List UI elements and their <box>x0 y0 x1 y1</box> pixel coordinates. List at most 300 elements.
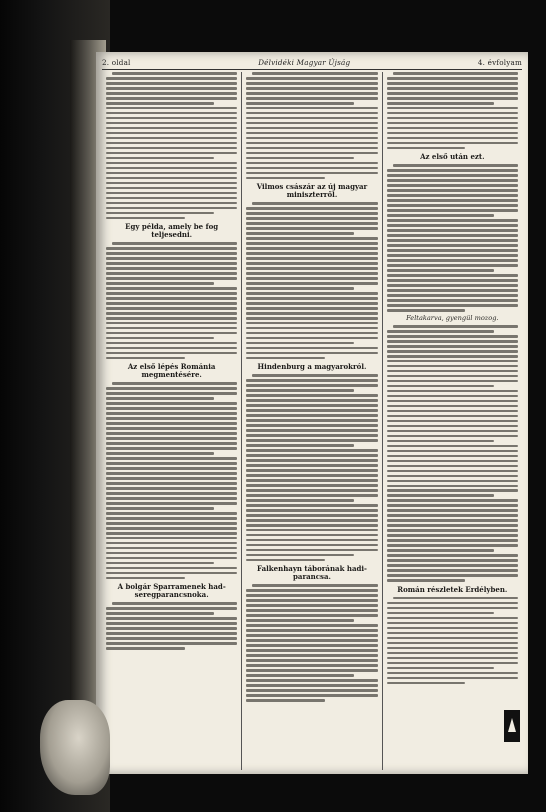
text-line <box>106 622 237 625</box>
paragraph <box>106 72 237 219</box>
text-line <box>387 470 518 473</box>
text-line <box>246 177 325 180</box>
text-line <box>246 539 377 542</box>
text-line <box>106 272 237 275</box>
text-line <box>387 239 518 242</box>
text-line <box>387 219 518 222</box>
text-line <box>246 464 377 467</box>
text-line <box>387 509 518 512</box>
text-line <box>387 147 466 150</box>
column-3 <box>383 72 522 770</box>
text-line <box>246 252 377 255</box>
text-line <box>387 430 518 433</box>
text-line <box>106 492 237 495</box>
text-line <box>106 97 237 100</box>
text-line <box>387 504 518 507</box>
text-line <box>246 669 377 672</box>
article-heading: Román részletek Erdélyben. <box>397 584 508 594</box>
text-line <box>106 537 237 540</box>
text-line <box>387 274 518 277</box>
text-line <box>246 534 377 537</box>
text-line <box>387 309 466 312</box>
text-line <box>387 554 518 557</box>
volume-label: 4. évfolyam <box>477 57 522 67</box>
text-line <box>106 282 214 285</box>
text-line <box>106 472 237 475</box>
text-line <box>106 392 237 395</box>
text-line <box>246 514 377 517</box>
text-line <box>387 137 518 140</box>
text-line <box>106 522 237 525</box>
text-line <box>387 82 518 85</box>
text-line <box>106 177 237 180</box>
text-line <box>106 167 237 170</box>
paragraph <box>106 602 237 649</box>
text-line <box>246 454 377 457</box>
text-line <box>106 612 214 615</box>
text-line <box>106 482 237 485</box>
text-line <box>246 549 377 552</box>
text-line <box>387 87 518 90</box>
text-line <box>387 360 518 363</box>
text-line <box>246 117 377 120</box>
text-line <box>246 147 377 150</box>
text-line <box>106 442 237 445</box>
text-line <box>246 504 377 507</box>
text-line <box>246 107 377 110</box>
text-line <box>387 559 518 562</box>
text-line <box>246 122 377 125</box>
text-line <box>246 684 377 687</box>
text-line <box>387 425 518 428</box>
text-line <box>106 322 237 325</box>
text-line <box>387 127 518 130</box>
text-line <box>246 227 377 230</box>
text-line <box>246 529 377 532</box>
text-line <box>246 659 377 662</box>
text-line <box>246 332 377 335</box>
text-line <box>387 179 518 182</box>
text-line <box>106 262 237 265</box>
text-line <box>246 384 377 387</box>
text-line <box>246 619 354 622</box>
text-line <box>387 279 518 282</box>
text-line <box>246 327 377 330</box>
paragraph <box>387 325 518 582</box>
article-heading: Az első lépés Románia megmentésére. <box>127 362 216 380</box>
text-line <box>252 584 377 587</box>
text-line <box>106 607 237 610</box>
text-line <box>387 574 518 577</box>
text-line <box>387 375 518 378</box>
text-line <box>106 542 237 545</box>
text-line <box>246 87 377 90</box>
column-2 <box>242 72 382 770</box>
text-line <box>106 337 214 340</box>
text-line <box>106 307 237 310</box>
text-line <box>387 569 518 572</box>
text-line <box>246 389 354 392</box>
text-line <box>387 132 518 135</box>
paragraph <box>106 242 237 359</box>
text-line <box>246 439 377 442</box>
text-line <box>246 217 377 220</box>
text-line <box>246 699 325 702</box>
text-line <box>387 499 518 502</box>
text-line <box>106 267 237 270</box>
text-line <box>387 450 518 453</box>
text-line <box>387 97 518 100</box>
text-line <box>106 512 237 515</box>
text-line <box>106 112 237 115</box>
text-line <box>387 289 518 292</box>
text-line <box>106 502 237 505</box>
text-line <box>106 327 237 330</box>
text-line <box>387 365 518 368</box>
text-line <box>246 237 377 240</box>
text-line <box>246 644 377 647</box>
text-line <box>106 202 237 205</box>
text-line <box>106 477 237 480</box>
text-line <box>106 532 237 535</box>
text-line <box>246 342 354 345</box>
paragraph <box>106 382 237 579</box>
text-line <box>246 629 377 632</box>
text-line <box>246 634 377 637</box>
text-line <box>387 77 518 80</box>
text-line <box>246 689 377 692</box>
text-line <box>106 452 214 455</box>
text-line <box>246 242 377 245</box>
text-line <box>106 467 237 470</box>
text-line <box>246 302 377 305</box>
text-line <box>112 242 237 245</box>
text-line <box>106 187 237 190</box>
text-line <box>387 534 518 537</box>
text-line <box>387 485 518 488</box>
text-line <box>387 544 518 547</box>
text-line <box>106 397 214 400</box>
text-line <box>106 557 237 560</box>
text-line <box>246 337 377 340</box>
text-line <box>387 350 518 353</box>
text-line <box>246 379 377 382</box>
text-line <box>387 647 518 650</box>
text-line <box>106 152 237 155</box>
text-line <box>387 112 518 115</box>
text-line <box>106 277 237 280</box>
text-line <box>106 217 185 220</box>
text-line <box>387 335 518 338</box>
text-line <box>387 184 518 187</box>
text-line <box>246 287 354 290</box>
text-line <box>106 117 237 120</box>
text-line <box>387 627 518 630</box>
text-line <box>246 679 377 682</box>
text-line <box>387 294 518 297</box>
text-line <box>387 254 518 257</box>
text-line <box>387 514 518 517</box>
text-line <box>106 352 237 355</box>
text-line <box>387 494 495 497</box>
text-line <box>106 427 237 430</box>
text-line <box>387 415 518 418</box>
text-line <box>246 664 377 667</box>
text-line <box>246 554 354 557</box>
text-line <box>106 407 237 410</box>
text-line <box>246 317 377 320</box>
text-line <box>106 562 214 565</box>
text-line <box>387 395 518 398</box>
article-heading: Hindenburg a magyarokról. <box>257 362 367 372</box>
text-line <box>246 479 377 482</box>
text-line <box>246 449 377 452</box>
text-line <box>246 614 377 617</box>
article-heading: Feltakarva, gyengül mozog. <box>406 313 499 322</box>
text-line <box>387 652 518 655</box>
text-line <box>246 142 377 145</box>
text-line <box>246 307 377 310</box>
text-line <box>112 602 237 605</box>
text-line <box>246 509 377 512</box>
text-line <box>106 302 237 305</box>
text-line <box>246 419 377 422</box>
text-line <box>387 209 518 212</box>
text-line <box>112 72 237 75</box>
text-line <box>252 202 377 205</box>
page-corner-mark <box>504 710 520 742</box>
text-line <box>106 547 237 550</box>
scanner-thumb <box>40 700 110 795</box>
text-line <box>387 122 518 125</box>
text-line <box>387 564 518 567</box>
text-line <box>106 447 237 450</box>
text-line <box>246 267 377 270</box>
text-line <box>246 247 377 250</box>
text-line <box>387 249 518 252</box>
text-line <box>387 244 518 247</box>
text-line <box>387 672 518 675</box>
text-line <box>106 402 237 405</box>
text-line <box>106 212 214 215</box>
text-line <box>393 597 518 600</box>
text-line <box>387 385 495 388</box>
text-line <box>387 549 495 552</box>
text-line <box>106 647 185 650</box>
text-line <box>106 342 237 345</box>
text-line <box>246 102 354 105</box>
text-line <box>387 390 518 393</box>
text-line <box>106 257 237 260</box>
text-line <box>106 617 237 620</box>
text-line <box>387 199 518 202</box>
text-line <box>106 422 237 425</box>
text-line <box>246 292 377 295</box>
text-line <box>106 122 237 125</box>
text-line <box>387 602 518 605</box>
text-line <box>246 484 377 487</box>
text-line <box>246 499 354 502</box>
text-line <box>106 207 237 210</box>
text-line <box>246 137 377 140</box>
text-line <box>246 257 377 260</box>
text-line <box>106 297 237 300</box>
text-line <box>387 259 518 262</box>
text-line <box>246 594 377 597</box>
text-line <box>106 172 237 175</box>
page-header <box>102 56 522 68</box>
text-line <box>106 332 237 335</box>
text-line <box>106 637 237 640</box>
article-heading: A bolgár Sparramenek had-seregparancsnoka. <box>117 582 226 600</box>
text-line <box>246 609 377 612</box>
text-line <box>387 435 518 438</box>
text-line <box>246 172 377 175</box>
paragraph <box>387 597 518 684</box>
text-line <box>246 167 377 170</box>
text-line <box>387 420 518 423</box>
text-line <box>393 325 518 328</box>
text-line <box>106 432 237 435</box>
text-line <box>106 87 237 90</box>
paragraph <box>246 374 377 561</box>
text-line <box>112 382 237 385</box>
text-line <box>106 132 237 135</box>
article-heading: Falkenhayn táborának hadi-parancsa. <box>257 564 367 582</box>
text-line <box>387 445 518 448</box>
text-line <box>246 282 377 285</box>
text-line <box>106 387 237 390</box>
text-line <box>387 662 518 665</box>
text-line <box>252 374 377 377</box>
article-heading: Vilmos császár az új magyar miniszterről. <box>256 182 368 200</box>
text-line <box>106 507 214 510</box>
text-line <box>246 399 377 402</box>
text-line <box>387 519 518 522</box>
text-line <box>387 637 518 640</box>
text-line <box>106 347 237 350</box>
text-line <box>387 410 518 413</box>
text-line <box>246 277 377 280</box>
text-line <box>387 480 518 483</box>
text-line <box>246 639 377 642</box>
text-line <box>106 182 237 185</box>
text-line <box>387 682 466 685</box>
text-line <box>387 284 518 287</box>
text-line <box>246 394 377 397</box>
paragraph <box>246 202 377 359</box>
text-line <box>387 264 518 267</box>
text-line <box>387 657 518 660</box>
text-line <box>246 674 354 677</box>
text-line <box>387 304 518 307</box>
text-line <box>393 72 518 75</box>
text-line <box>246 589 377 592</box>
text-line <box>387 380 518 383</box>
text-line <box>387 529 518 532</box>
article-heading: Egy példa, amely be fog teljesedni. <box>125 222 219 240</box>
text-line <box>387 142 518 145</box>
text-line <box>246 459 377 462</box>
text-line <box>246 414 377 417</box>
newspaper-page <box>96 52 528 774</box>
text-line <box>246 77 377 80</box>
text-line <box>246 409 377 412</box>
header-rule <box>102 69 522 70</box>
text-line <box>106 567 237 570</box>
text-line <box>387 355 518 358</box>
text-line <box>387 330 495 333</box>
text-line <box>246 212 377 215</box>
text-line <box>387 345 518 348</box>
text-line <box>387 117 518 120</box>
text-line <box>387 642 518 645</box>
column-1 <box>102 72 242 770</box>
paragraph <box>246 72 377 179</box>
text-line <box>106 497 237 500</box>
text-line <box>106 417 237 420</box>
text-line <box>246 97 377 100</box>
text-line <box>387 475 518 478</box>
text-line <box>387 440 495 443</box>
text-line <box>387 299 518 302</box>
text-line <box>106 577 185 580</box>
text-line <box>106 287 237 290</box>
article-heading: Az első után ezt. <box>420 152 485 162</box>
text-line <box>246 424 377 427</box>
text-line <box>246 207 377 210</box>
text-line <box>387 465 518 468</box>
text-line <box>387 617 518 620</box>
text-line <box>246 469 377 472</box>
text-line <box>246 82 377 85</box>
text-line <box>106 517 237 520</box>
text-line <box>246 654 377 657</box>
text-line <box>106 192 237 195</box>
text-line <box>106 137 237 140</box>
text-line <box>387 92 518 95</box>
text-line <box>387 607 518 610</box>
text-line <box>106 487 237 490</box>
text-line <box>246 544 377 547</box>
text-line <box>246 519 377 522</box>
paragraph <box>246 584 377 701</box>
text-line <box>387 539 518 542</box>
text-line <box>246 599 377 602</box>
text-line <box>246 312 377 315</box>
text-line <box>387 204 518 207</box>
text-line <box>246 694 377 697</box>
text-line <box>387 174 518 177</box>
text-line <box>387 460 518 463</box>
text-line <box>246 404 377 407</box>
text-line <box>246 444 354 447</box>
text-line <box>246 357 325 360</box>
text-line <box>387 234 518 237</box>
text-line <box>106 82 237 85</box>
text-line <box>106 162 237 165</box>
text-line <box>246 127 377 130</box>
text-line <box>106 317 237 320</box>
text-line <box>106 457 237 460</box>
article-columns <box>102 72 522 770</box>
text-line <box>246 524 377 527</box>
text-line <box>106 147 237 150</box>
text-line <box>106 357 185 360</box>
text-line <box>387 214 495 217</box>
text-line <box>387 667 495 670</box>
text-line <box>246 434 377 437</box>
